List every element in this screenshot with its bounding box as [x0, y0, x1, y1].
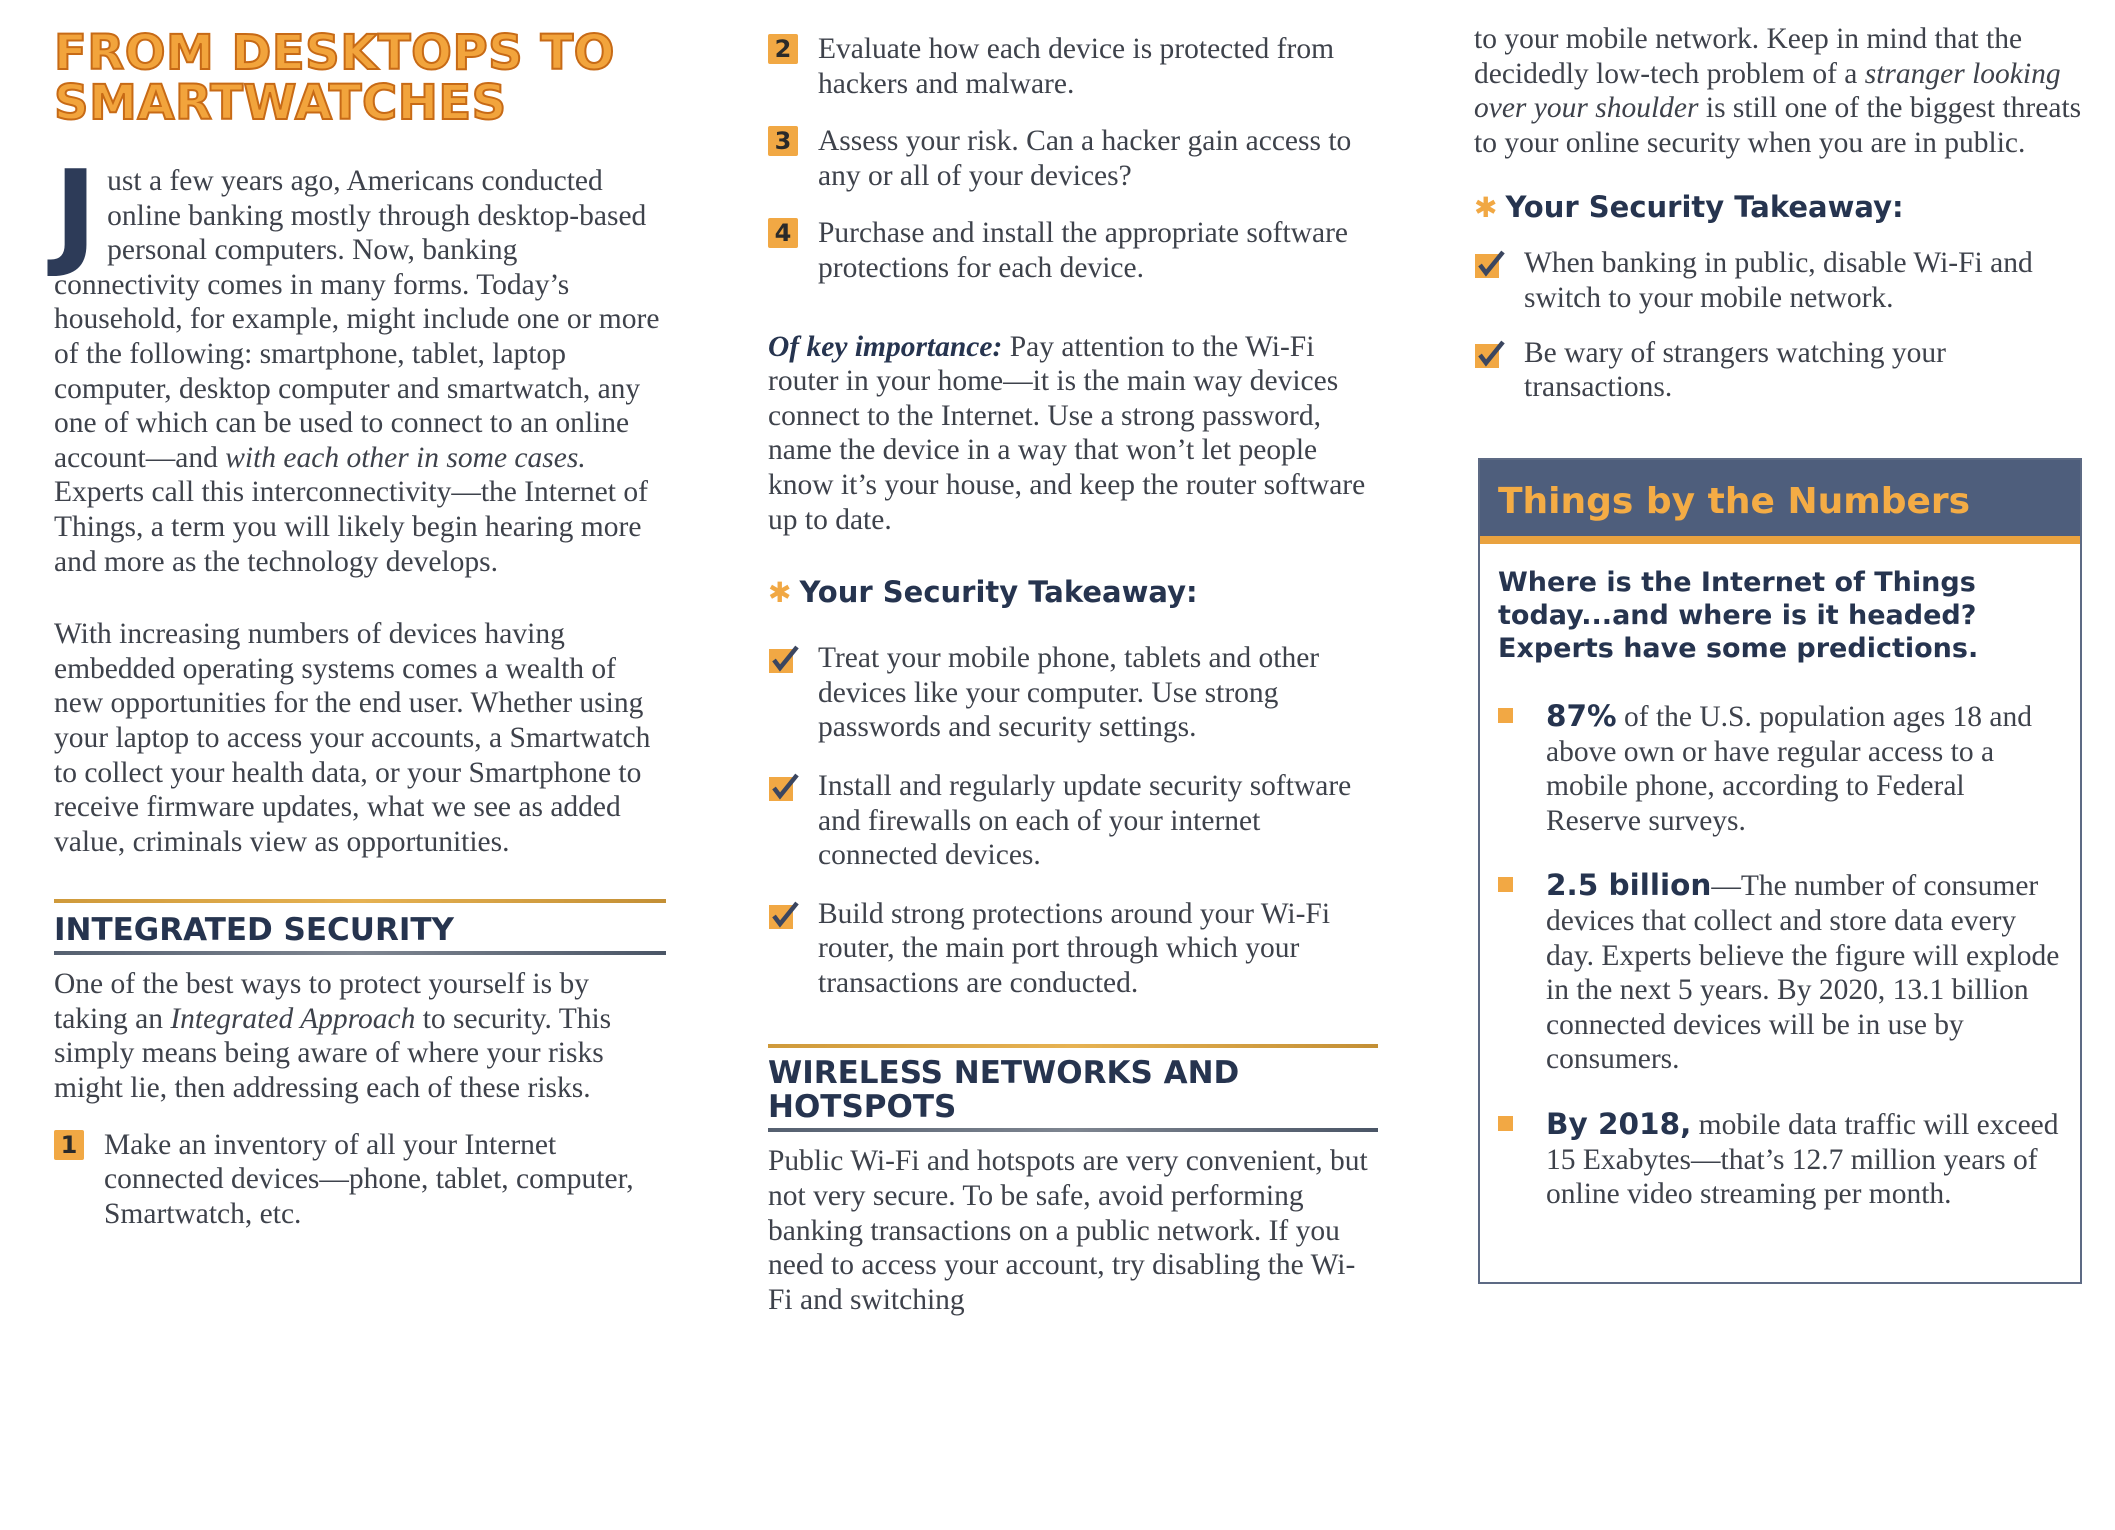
stat-3-figure: By 2018, — [1546, 1106, 1692, 1141]
intro-text-b: Experts call this interconnectivity—the Internet of Things, a term you will likely begin hearing more and more as the technology develops. — [54, 476, 648, 578]
step-3 — [768, 124, 1378, 193]
check-text-middle-2: Install and regularly update security software and firewalls on each of your internet connected devices. — [818, 769, 1352, 872]
takeaway-heading-middle — [768, 575, 1378, 609]
integrated-text-b: to security. This simply means being aware of where your risks might lie, then addressing each of these risks. — [54, 1002, 612, 1105]
asterisk-icon: ✱ — [1474, 191, 1498, 225]
intro-italic: with each other in some cases. — [225, 441, 586, 474]
checkbox-icon — [768, 773, 800, 803]
checkbox-icon — [1474, 250, 1506, 280]
step-4-text: Purchase and install the appropriate software protections for each device. — [818, 217, 1348, 284]
main-title-line2: SMARTWATCHES — [54, 75, 507, 131]
square-bullet-icon — [1498, 877, 1513, 892]
devices-paragraph: With increasing numbers of devices having embedded operating systems comes a wealth of new opportunities for the end user. Whether using your laptop to access your accounts, a Smartwatch to collect your health data, or your Smartphone to receive firmware updates, what we see as added value, criminals view as opportunities. — [54, 618, 651, 858]
checkbox-icon — [768, 645, 800, 675]
check-item-right-1 — [1474, 246, 2082, 315]
column-middle — [768, 0, 1378, 1317]
continued-text-a: to your mobile network. Keep in mind that the decidedly low-tech problem of a — [1474, 23, 2023, 90]
stat-bullet-2 — [1498, 868, 2060, 1077]
stat-2-text: —The number of consumer devices that collect and store data every day. Experts believe the figure will explode in the next 5 years. By 2020, 13.1 billion connected devices will be in use by consumers. — [1546, 870, 2060, 1076]
takeaway-title-right: Your Security Takeaway: — [1505, 190, 1904, 225]
key-importance-text: Pay attention to the Wi-Fi router in your home—it is the main way devices connect to the Internet. Use a strong password, name the device in a way that won’t let people know it’s your house, and keep the router software up to date. — [768, 330, 1366, 536]
wireless-heading-line2: HOTSPOTS — [768, 1089, 957, 1126]
numbers-box-title: Things by the Numbers — [1480, 460, 2080, 544]
step-1-text: Make an inventory of all your Internet connected devices—phone, tablet, computer, Smartwatch, etc. — [104, 1128, 634, 1230]
continued-text-b: is still one of the biggest threats to your online security when you are in public. — [1474, 92, 2082, 159]
checkbox-icon — [768, 901, 800, 931]
step-2 — [768, 32, 1378, 101]
wireless-rule-top — [768, 1044, 1378, 1048]
check-item-middle-2 — [768, 769, 1378, 873]
wireless-paragraph: Public Wi-Fi and hotspots are very convenient, but not very secure. To be safe, avoid performing banking transactions on a public network. If you need to access your account, try disabling the Wi-Fi and switching — [768, 1145, 1368, 1316]
check-text-right-2: Be wary of strangers watching your transactions. — [1524, 336, 1946, 404]
step-1 — [54, 1128, 666, 1232]
column-right — [1474, 0, 2082, 405]
wireless-heading — [768, 1056, 1378, 1124]
numbers-box — [1478, 458, 2082, 1284]
stat-bullet-1 — [1498, 699, 2060, 838]
check-item-right-2 — [1474, 336, 2082, 405]
wireless-heading-line1: WIRELESS NETWORKS AND — [768, 1055, 1240, 1092]
takeaway-heading-right — [1474, 190, 2082, 224]
continued-italic: stranger looking over your shoulder — [1474, 57, 2061, 125]
checkbox-icon — [1474, 340, 1506, 370]
stat-2-figure: 2.5 billion — [1546, 868, 1712, 903]
step-number-2: 2 — [768, 34, 798, 64]
stat-3-text: mobile data traffic will exceed 15 Exabytes—that’s 12.7 million years of online video streaming per month. — [1546, 1108, 2059, 1211]
stat-bullet-3 — [1498, 1107, 2060, 1212]
main-title — [54, 25, 666, 131]
step-2-text: Evaluate how each device is protected from hackers and malware. — [818, 33, 1335, 100]
check-item-middle-3 — [768, 897, 1378, 1001]
drop-cap: J — [54, 146, 98, 281]
stat-1-figure: 87% — [1546, 699, 1617, 733]
check-text-middle-3: Build strong protections around your Wi-Fi router, the main port through which your transactions are conducted. — [818, 897, 1331, 999]
asterisk-icon: ✱ — [768, 576, 792, 610]
takeaway-title-middle: Your Security Takeaway: — [799, 575, 1198, 610]
step-number-1: 1 — [54, 1130, 84, 1160]
continued-paragraph — [1474, 22, 2082, 160]
section-rule-top — [54, 899, 666, 903]
main-title-line1: FROM DESKTOPS TO — [54, 25, 615, 81]
column-left — [54, 0, 666, 1231]
integrated-text-a: One of the best ways to protect yourself is by taking an — [54, 968, 589, 1035]
key-importance-paragraph — [768, 330, 1378, 538]
square-bullet-icon — [1498, 1116, 1513, 1131]
step-3-text: Assess your risk. Can a hacker gain access to any or all of your devices? — [818, 125, 1352, 192]
check-item-middle-1 — [768, 641, 1378, 745]
section-rule-bottom — [54, 951, 666, 955]
check-text-middle-1: Treat your mobile phone, tablets and other devices like your computer. Use strong passwords and security settings. — [818, 642, 1320, 744]
square-bullet-icon — [1498, 708, 1513, 723]
integrated-italic: Integrated Approach — [170, 1002, 416, 1035]
intro-text-a: ust a few years ago, Americans conducted online banking mostly through desktop-based personal computers. Now, banking connectivity comes in many forms. Today’s household, for example, might include one or more of the following: smartphone, tablet, laptop computer, desktop computer and smartwatch, any one of which can be used to connect to an online account—and — [54, 165, 660, 474]
intro-paragraph — [54, 146, 666, 579]
step-number-4: 4 — [768, 218, 798, 248]
integrated-paragraph — [54, 967, 666, 1105]
step-4 — [768, 216, 1378, 285]
step-number-3: 3 — [768, 126, 798, 156]
stat-1-text: of the U.S. population ages 18 and above own or have regular access to a mobile phone, according to Federal Reserve surveys. — [1546, 701, 2033, 837]
wireless-rule-bottom — [768, 1128, 1378, 1132]
numbers-box-question: Where is the Internet of Things today...and where is it headed? Experts have some predictions. — [1498, 567, 1979, 664]
check-text-right-1: When banking in public, disable Wi-Fi and switch to your mobile network. — [1524, 247, 2033, 314]
integrated-security-heading: INTEGRATED SECURITY — [54, 912, 454, 949]
key-importance-label: Of key importance: — [768, 330, 1003, 363]
